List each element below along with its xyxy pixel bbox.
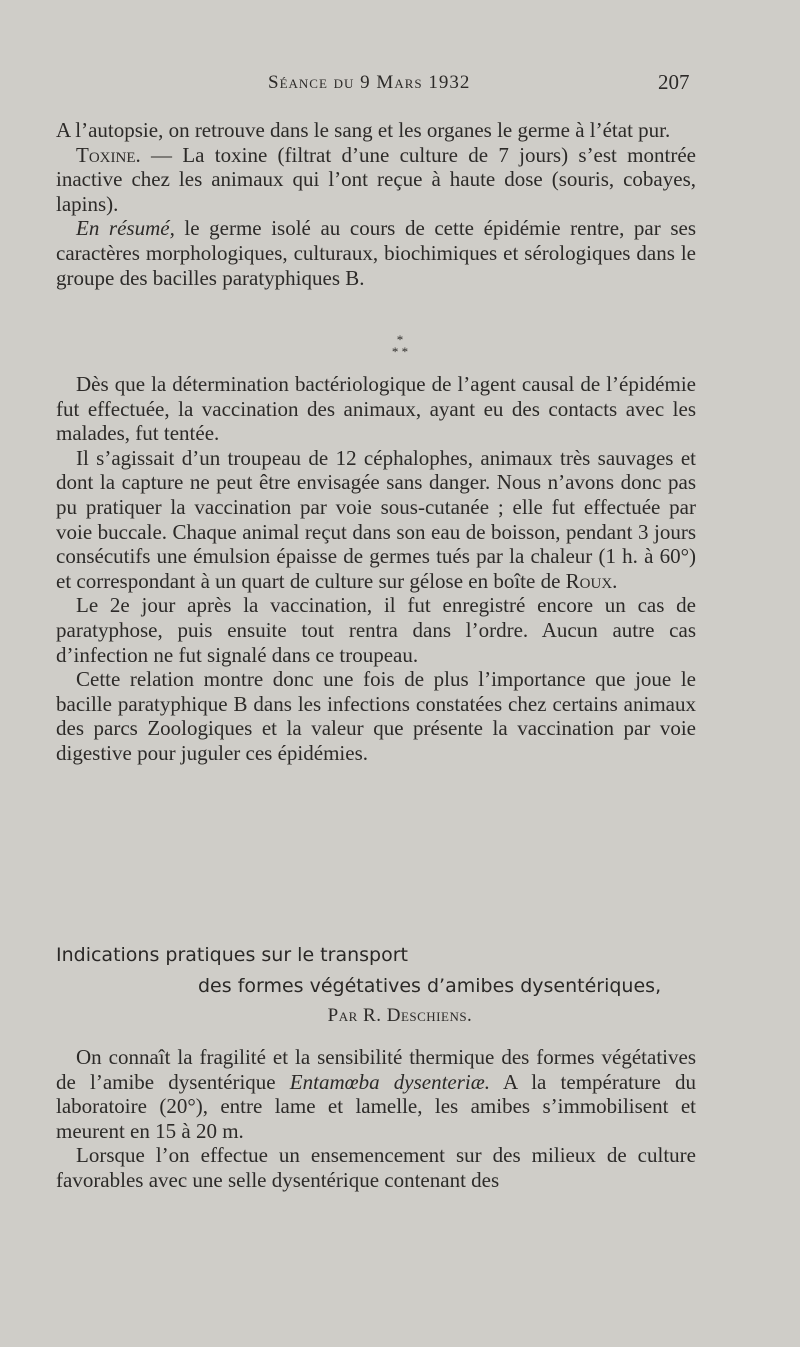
paragraph-determination: Dès que la détermination bactériologique de l’agent causal de l’épidémie fut effectuée, la vaccination des animaux, ayant eu des contacts avec les malades, fut tentée. xyxy=(56,372,696,446)
page-number: 207 xyxy=(658,70,690,94)
paragraph-second-jour: Le 2e jour après la vaccination, il fut enregistré encore un cas de paratyphose, puis ensuite tout rentra dans l’ordre. Aucun autre cas d’infection ne fut signalé dans ce troupeau. xyxy=(56,593,696,667)
paragraph-ensemencement: Lorsque l’on effectue un ensemencement sur des milieux de culture favorables avec une selle dysentérique contenant des xyxy=(56,1143,696,1192)
resume-text: le germe isolé au cours de cette épidémie rentre, par ses caractères morphologiques, culturaux, biochimiques et sérologiques dans le groupe des bacilles paratyphiques B. xyxy=(56,216,696,290)
paragraph-conclusion: Cette relation montre donc une fois de plus l’importance que joue le bacille paratyphique B dans les infections constatées chez certains animaux des parcs Zoologiques et la valeur que présente la vaccination par voie digestive pour juguler ces épidémies. xyxy=(56,667,696,765)
paragraph-troupeau xyxy=(56,446,696,594)
paragraph-fragilite xyxy=(56,1045,696,1143)
asterism-top: * xyxy=(396,332,404,347)
fragilite-text: On connaît la fragilité et la sensibilité thermique des formes végétatives de l’amibe dysentérique xyxy=(56,1045,696,1094)
paragraph-resume xyxy=(56,216,696,290)
article-byline: Par R. Deschiens. xyxy=(327,1005,473,1026)
section-vaccination xyxy=(56,372,696,766)
section-amibes xyxy=(56,1045,696,1193)
toxine-label: Toxine. xyxy=(76,142,141,167)
fragilite-rest: A la température du laboratoire (20°), entre lame et lamelle, les amibes s’immobilisent et meurent en 15 à 20 m. xyxy=(56,1069,696,1143)
resume-label: En résumé, xyxy=(76,216,175,241)
asterism-bottom: * * xyxy=(391,344,409,359)
toxine-text: — La toxine (filtrat d’une culture de 7 jours) s’est montrée inactive chez les animaux qui l’ont reçue à haute dose (souris, cobayes, lapins). xyxy=(56,142,696,216)
article-title-line2: des formes végétatives d’amibes dysentériques, xyxy=(198,975,662,997)
running-head: Séance du 9 Mars 1932 xyxy=(268,72,471,93)
species-name: Entamœba dysenteriæ. xyxy=(289,1069,491,1094)
asterism-separator xyxy=(0,334,800,358)
paragraph-autopsie: A l’autopsie, on retrouve dans le sang et les organes le germe à l’état pur. xyxy=(56,118,671,142)
article-title-line1: Indications pratiques sur le transport xyxy=(56,944,408,966)
paragraph-toxine xyxy=(56,143,696,217)
roux-name: Roux. xyxy=(565,568,618,593)
section-autopsie xyxy=(56,118,696,290)
troupeau-text: Il s’agissait d’un troupeau de 12 céphalophes, animaux très sauvages et dont la capture ne peut être envisagée sans danger. Nous n’avons donc pas pu pratiquer la vaccination par voie sous-cutanée ; elle fut effectuée par voie buccale. Chaque animal reçut dans son eau de boisson, pendant 3 jours consécutifs une émulsion épaisse de germes tués par la chaleur (1 h. à 60°) et correspondant à un quart de culture sur gélose en boîte de xyxy=(56,445,696,593)
page-header xyxy=(0,64,800,104)
